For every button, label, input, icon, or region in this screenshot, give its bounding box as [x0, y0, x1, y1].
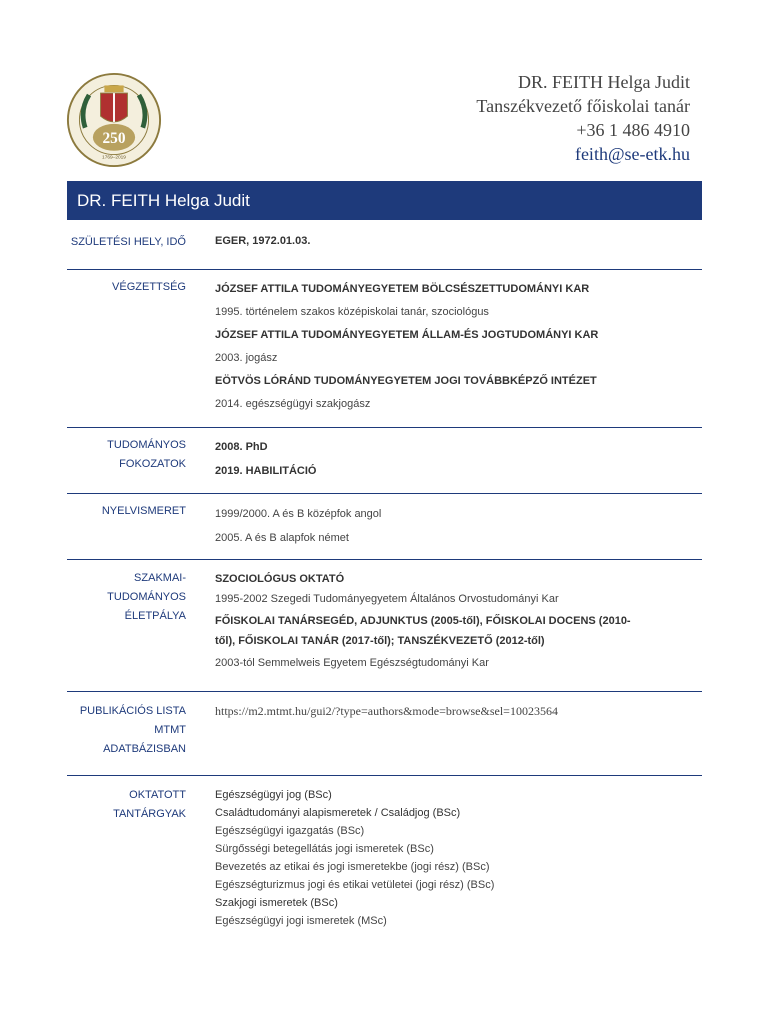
education-degree: 1995. történelem szakos középiskolai tanár, szociológus — [215, 306, 489, 318]
education-institution: JÓZSEF ATTILA TUDOMÁNYEGYETEM BÖLCSÉSZETTUDOMÁNYI KAR — [215, 283, 590, 295]
course-item: Egészségügyi igazgatás (BSc) — [215, 825, 365, 837]
section-degrees — [67, 427, 702, 494]
language-item: 1999/2000. A és B középfok angol — [215, 508, 382, 520]
degree-item: 2019. HABILITÁCIÓ — [215, 465, 317, 477]
course-item: Családtudományi alapismeretek / Családjog (BSc) — [215, 807, 461, 819]
section-label: SZÜLETÉSI HELY, IDŐ — [70, 236, 186, 248]
section-content — [215, 569, 635, 673]
career-place: 2003-tól Semmelweis Egyetem Egészségtudományi Kar — [215, 657, 489, 669]
language-item: 2005. A és B alapfok német — [215, 532, 349, 544]
career-role: től), FŐISKOLAI TANÁR (2017-től); TANSZÉKVEZETŐ (2012-től) — [215, 635, 545, 647]
course-item: Egészségügyi jogi ismeretek (MSc) — [215, 915, 387, 927]
contact-phone: +36 1 486 4910 — [576, 120, 690, 140]
section-content — [215, 435, 635, 483]
section-label: PUBLIKÁCIÓS LISTA MTMT ADATBÁZISBAN — [79, 705, 186, 755]
career-role: SZOCIOLÓGUS OKTATÓ — [215, 573, 345, 585]
education-degree: 2014. egészségügyi szakjogász — [215, 398, 371, 410]
svg-text:1769–2019: 1769–2019 — [102, 155, 126, 161]
section-label: TUDOMÁNYOS FOKOZATOK — [107, 439, 186, 470]
course-item: Egészségturizmus jogi és etikai vetületei (jogi rész) (BSc) — [215, 879, 495, 891]
publications-link[interactable]: https://m2.mtmt.hu/gui2/?type=authors&mode=browse&sel=10023564 — [215, 704, 558, 718]
contact-name: DR. FEITH Helga Judit — [518, 72, 690, 92]
courses-list — [215, 786, 635, 930]
course-item: Szakjogi ismeretek (BSc) — [215, 897, 338, 909]
section-label: VÉGZETTSÉG — [112, 281, 186, 293]
section-label: OKTATOTT TANTÁRGYAK — [113, 789, 186, 820]
section-publications — [67, 691, 702, 776]
university-seal-icon — [66, 72, 162, 168]
section-languages — [67, 493, 702, 560]
section-label: SZAKMAI- TUDOMÁNYOS ÉLETPÁLYA — [107, 572, 186, 622]
career-role: FŐISKOLAI TANÁRSEGÉD, ADJUNKTUS (2005-től), FŐISKOLAI DOCENS (2010- — [215, 615, 631, 627]
document-header — [0, 0, 768, 175]
course-item: Egészségügyi jog (BSc) — [215, 789, 332, 801]
contact-block — [476, 70, 690, 166]
section-career — [67, 559, 702, 692]
section-education — [67, 269, 702, 428]
degree-item: 2008. PhD — [215, 441, 268, 453]
education-degree: 2003. jogász — [215, 352, 278, 364]
section-content — [215, 502, 635, 550]
contact-email-link[interactable]: feith@se-etk.hu — [574, 144, 690, 164]
section-birth — [67, 222, 702, 269]
contact-title: Tanszékvezető főiskolai tanár — [476, 96, 690, 116]
career-place: 1995-2002 Szegedi Tudományegyetem Általános Orvostudományi Kar — [215, 593, 559, 605]
course-item: Sürgősségi betegellátás jogi ismeretek (BSc) — [215, 843, 434, 855]
name-banner: DR. FEITH Helga Judit — [67, 181, 702, 220]
section-label: NYELVISMERET — [101, 505, 186, 517]
birth-value: EGER, 1972.01.03. — [215, 235, 311, 247]
education-institution: EÖTVÖS LÓRÁND TUDOMÁNYEGYETEM JOGI TOVÁBBKÉPZŐ INTÉZET — [215, 375, 597, 387]
section-content — [215, 235, 635, 247]
course-item: Bevezetés az etikai és jogi ismeretekbe (jogi rész) (BSc) — [215, 861, 490, 873]
education-institution: JÓZSEF ATTILA TUDOMÁNYEGYETEM ÁLLAM-ÉS JOGTUDOMÁNYI KAR — [215, 329, 599, 341]
section-courses — [67, 775, 702, 946]
svg-text:250: 250 — [102, 130, 126, 148]
section-content — [215, 278, 635, 416]
